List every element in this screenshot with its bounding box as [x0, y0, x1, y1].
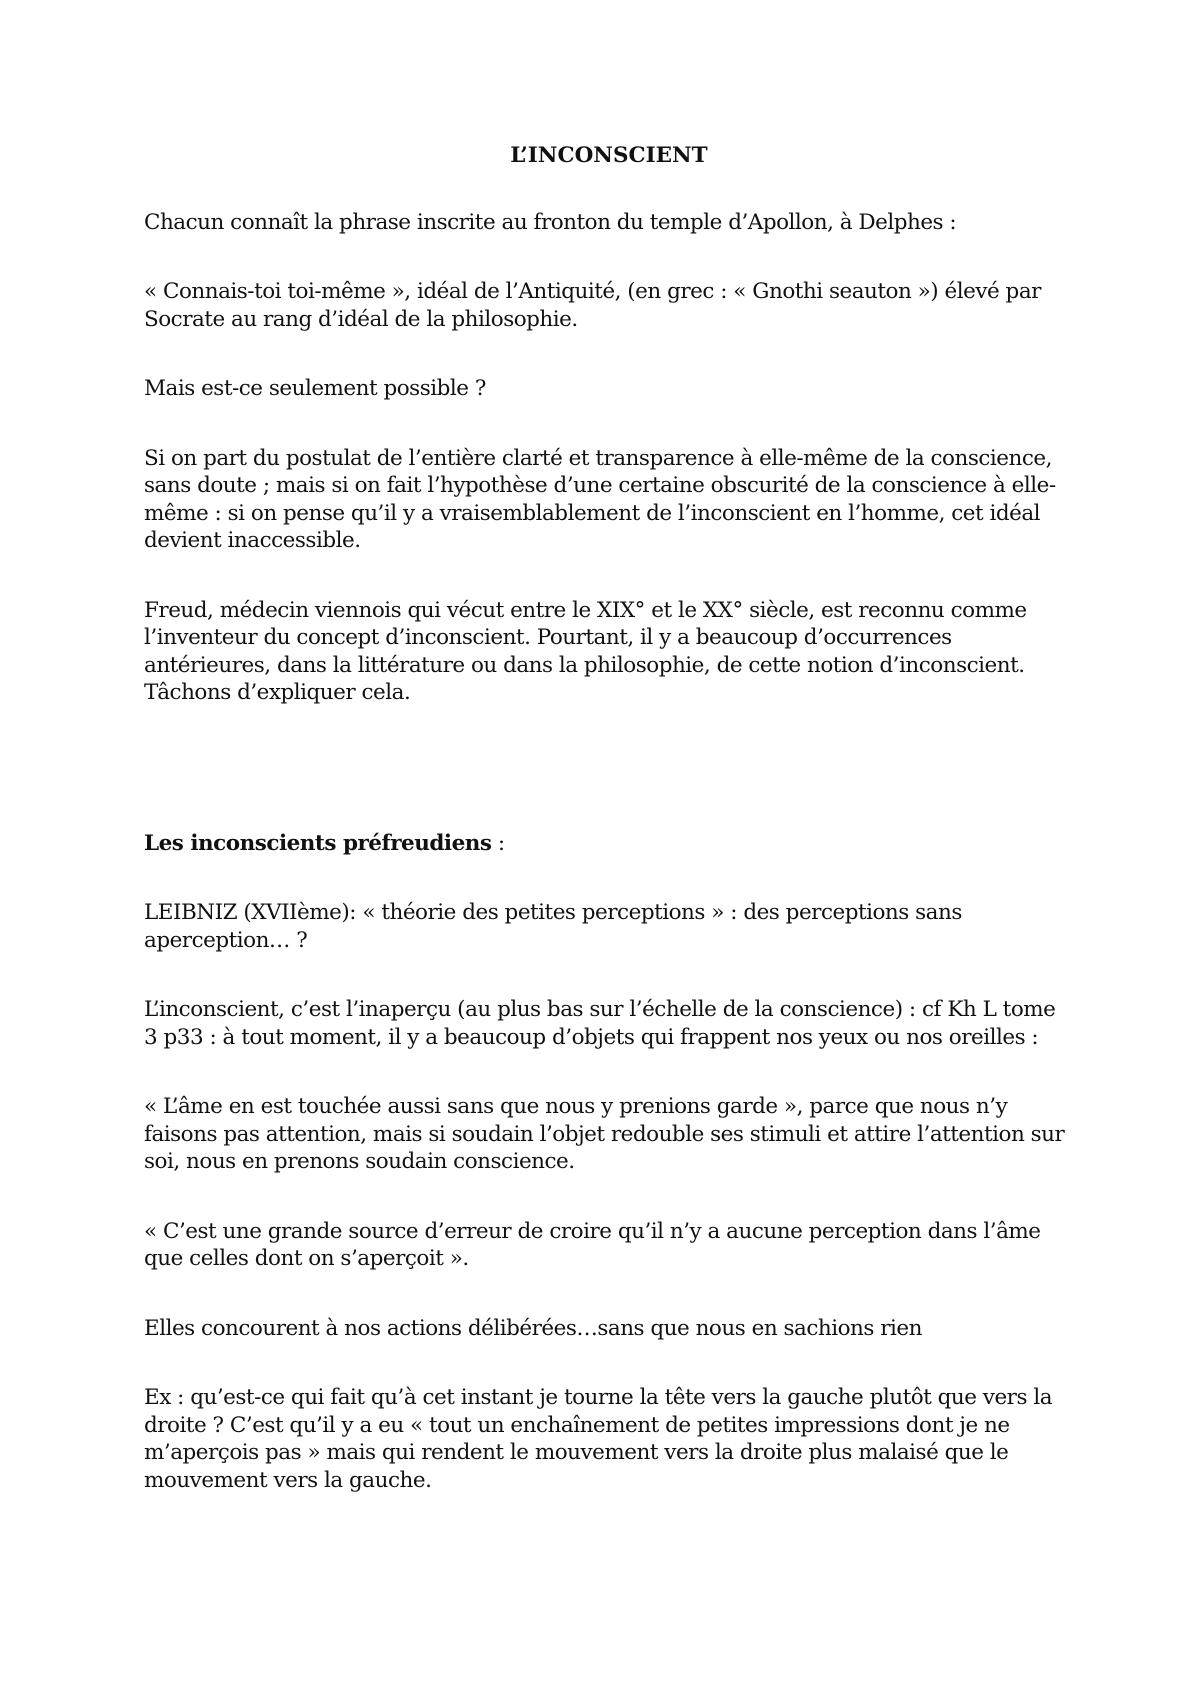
section-paragraph-3: « L’âme en est touchée aussi sans que nous y prenions garde », parce que nous n’y faisons pas attention, mais si soudain l’objet redouble ses stimuli et attire l’attention sur soi, nous en prenons soudain conscience.	[144, 1094, 1065, 1174]
section-paragraph-5: Elles concourent à nos actions délibérées…sans que nous en sachions rien	[144, 1315, 922, 1341]
section-paragraph-2: L’inconscient, c’est l’inaperçu (au plus bas sur l’échelle de la conscience) : cf Kh L tome 3 p33 : à tout moment, il y a beaucoup d’objets qui frappent nos yeux ou nos oreilles :	[144, 997, 1056, 1050]
intro-paragraph-2: « Connais-toi toi-même », idéal de l’Antiquité, (en grec : « Gnothi seauton ») élevé par Socrate au rang d’idéal de la philosophie.	[144, 279, 1041, 332]
section-heading-text: Les inconscients préfreudiens	[144, 830, 492, 856]
intro-paragraph-5: Freud, médecin viennois qui vécut entre le XIX° et le XX° siècle, est reconnu comme l’inventeur du concept d’inconscient. Pourtant, il y a beaucoup d’occurrences antérieures, dans la littérature ou dans la philosophie, de cette notion d’inconscient. Tâchons d’expliquer cela.	[144, 597, 1027, 705]
section-heading-suffix: :	[491, 830, 505, 856]
document-title: L’INCONSCIENT	[510, 143, 708, 168]
section-paragraph-6: Ex : qu’est-ce qui fait qu’à cet instant je tourne la tête vers la gauche plutôt que vers la droite ? C’est qu’il y a eu « tout un enchaînement de petites impressions dont je ne m’aperçois pas » mais qui rendent le mouvement vers la droite plus malaisé que le mouvement vers la gauche.	[144, 1385, 1053, 1493]
intro-paragraph-1: Chacun connaît la phrase inscrite au fronton du temple d’Apollon, à Delphes :	[144, 209, 957, 235]
section-paragraph-4: « C’est une grande source d’erreur de croire qu’il n’y a aucune perception dans l’âme que celles dont on s’aperçoit ».	[144, 1218, 1041, 1271]
intro-paragraph-4: Si on part du postulat de l’entière clarté et transparence à elle-même de la conscience, sans doute ; mais si on fait l’hypothèse d’une certaine obscurité de la conscience à elle-même : si on pense qu’il y a vraisemblablement de l’inconscient en l’homme, cet idéal devient inaccessible.	[144, 445, 1056, 553]
document-body	[144, 142, 1074, 1494]
section-heading	[144, 830, 1074, 858]
intro-paragraph-3: Mais est-ce seulement possible ?	[144, 376, 486, 401]
section-paragraph-1: LEIBNIZ (XVIIème): « théorie des petites perceptions » : des perceptions sans aperception… ?	[144, 900, 962, 953]
